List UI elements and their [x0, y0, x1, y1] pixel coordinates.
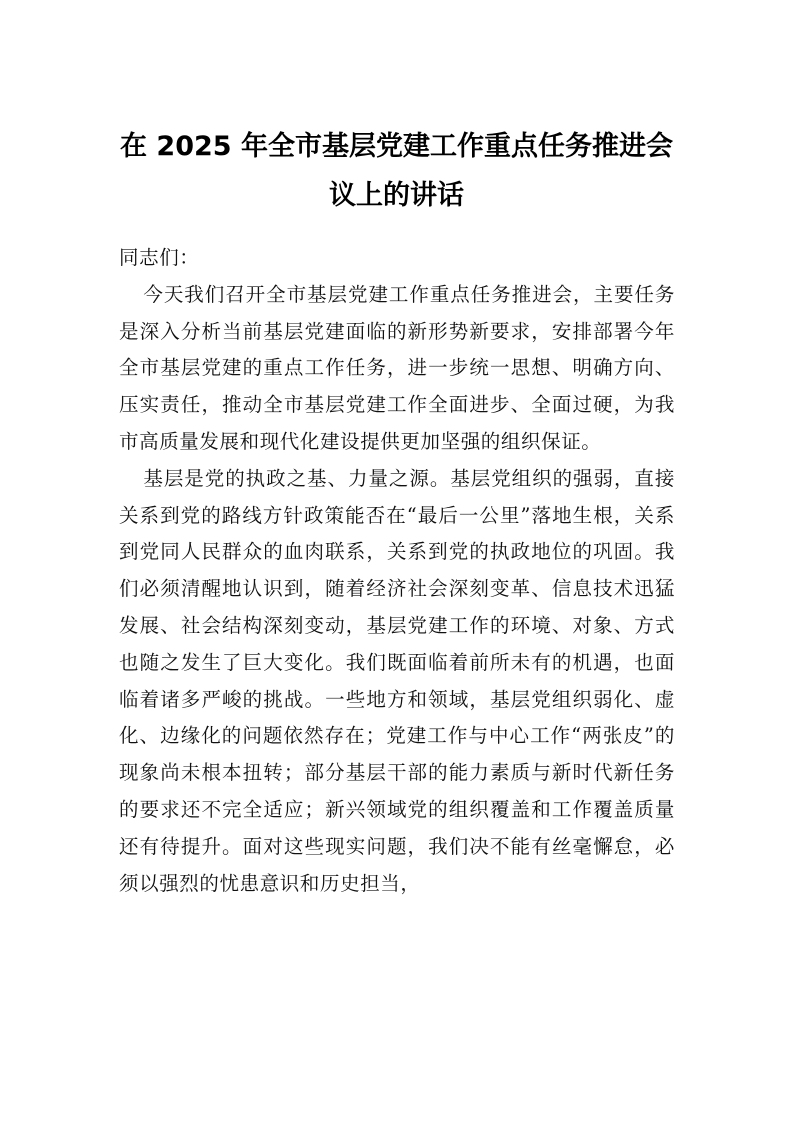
document-body	[119, 240, 675, 902]
salutation: 同志们：	[119, 246, 200, 269]
paragraph-1: 今天我们召开全市基层党建工作重点任务推进会，主要任务是深入分析当前基层党建面临的新形势新要求，安排部署今年全市基层党建的重点工作任务，进一步统一思想、明确方向、压实责任，推动全市基层党建工作全面进步、全面过硬，为我市高质量发展和现代化建设提供更加坚强的组织保证。	[119, 282, 675, 453]
paragraph-2: 基层是党的执政之基、力量之源。基层党组织的强弱，直接关系到党的路线方针政策能否在“最后一公里”落地生根，关系到党同人民群众的血肉联系，关系到党的执政地位的巩固。我们必须清醒地认识到，随着经济社会深刻变革、信息技术迅猛发展、社会结构深刻变动，基层党建工作的环境、对象、方式也随之发生了巨大变化。我们既面临着前所未有的机遇，也面临着诸多严峻的挑战。一些地方和领域，基层党组织弱化、虚化、边缘化的问题依然存在；党建工作与中心工作“两张皮”的现象尚未根本扭转；部分基层干部的能力素质与新时代新任务的要求还不完全适应；新兴领域党的组织覆盖和工作覆盖质量还有待提升。面对这些现实问题，我们决不能有丝毫懈怠，必须以强烈的忧患意识和历史担当，	[119, 466, 675, 895]
document-title: 在 2025 年全市基层党建工作重点任务推进会议上的讲话	[120, 131, 673, 211]
